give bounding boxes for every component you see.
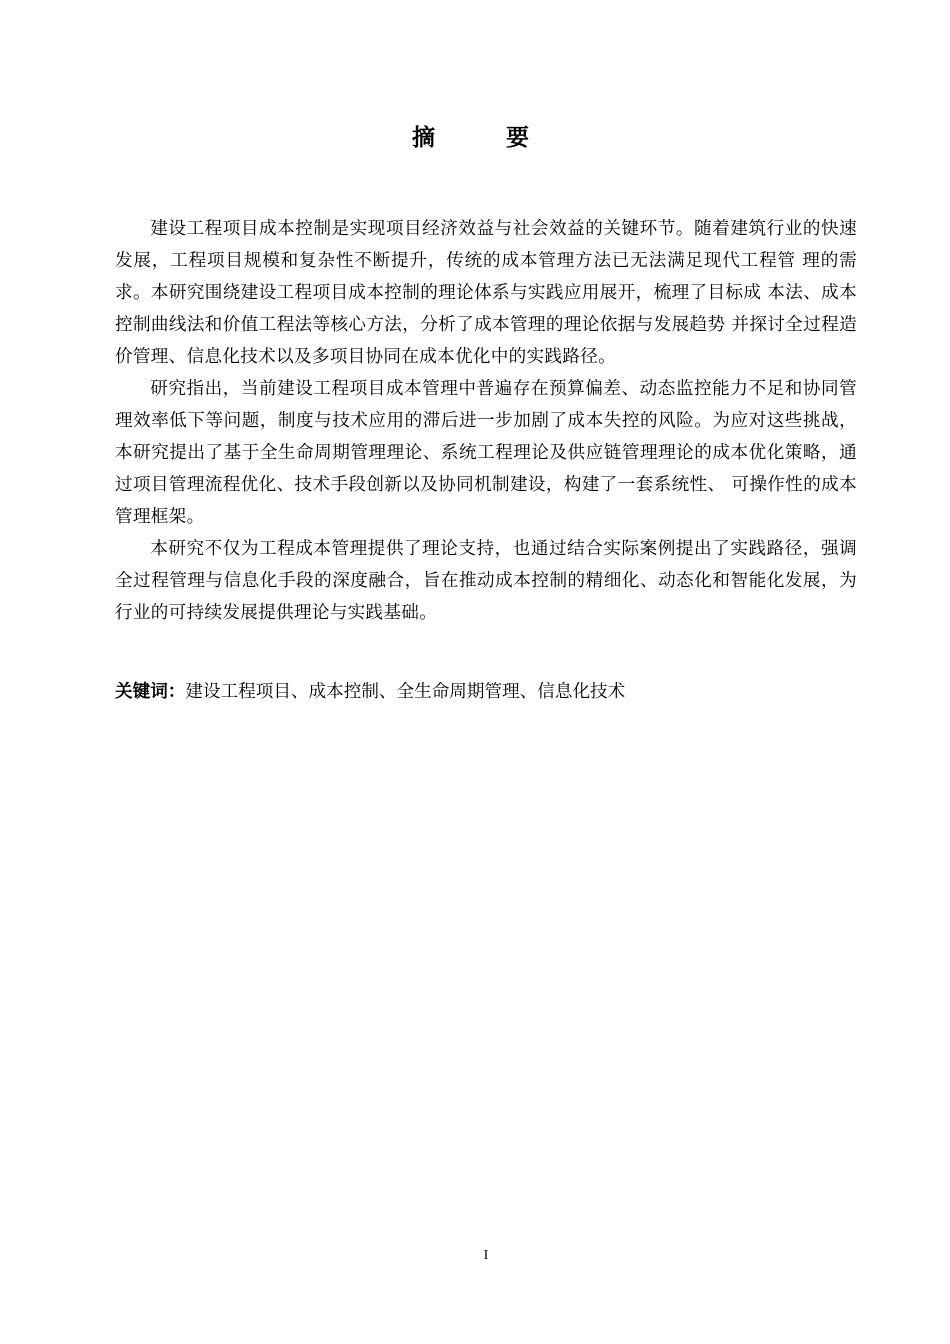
keywords-line — [115, 676, 857, 708]
abstract-paragraph-1: 建设工程项目成本控制是实现项目经济效益与社会效益的关键环节。随着建筑行业的快速发展，工程项目规模和复杂性不断提升，传统的成本管理方法已无法满足现代工程管 理的需求。本研究围绕建设工程项目成本控制的理论体系与实践应用展开，梳理了目标成 本法、成本控制曲线法和价值工程法等核心方法，分析了成本管理的理论依据与发展趋势 并探讨全过程造价管理、信息化技术以及多项目协同在成本优化中的实践路径。 — [115, 219, 857, 367]
keywords-text: 建设工程项目、成本控制、全生命周期管理、信息化技术 — [185, 682, 626, 702]
keywords-label: 关键词： — [115, 682, 186, 702]
page-number: I — [483, 1248, 489, 1263]
abstract-paragraph-2: 研究指出，当前建设工程项目成本管理中普遍存在预算偏差、动态监控能力不足和协同管理效率低下等问题，制度与技术应用的滞后进一步加剧了成本失控的风险。为应对这些挑战，本研究提出了基于全生命周期管理理论、系统工程理论及供应链管理理论的成本优化策略，通过项目管理流程优化、技术手段创新以及协同机制建设，构建了一套系统性、 可操作性的成本管理框架。 — [115, 379, 857, 527]
abstract-paragraph-3: 本研究不仅为工程成本管理提供了理论支持，也通过结合实际案例提出了实践路径，强调全过程管理与信息化手段的深度融合，旨在推动成本控制的精细化、动态化和智能化发展，为行业的可持续发展提供理论与实践基础。 — [115, 539, 857, 623]
abstract-body — [115, 213, 857, 629]
abstract-title: 摘 要 — [412, 125, 553, 151]
